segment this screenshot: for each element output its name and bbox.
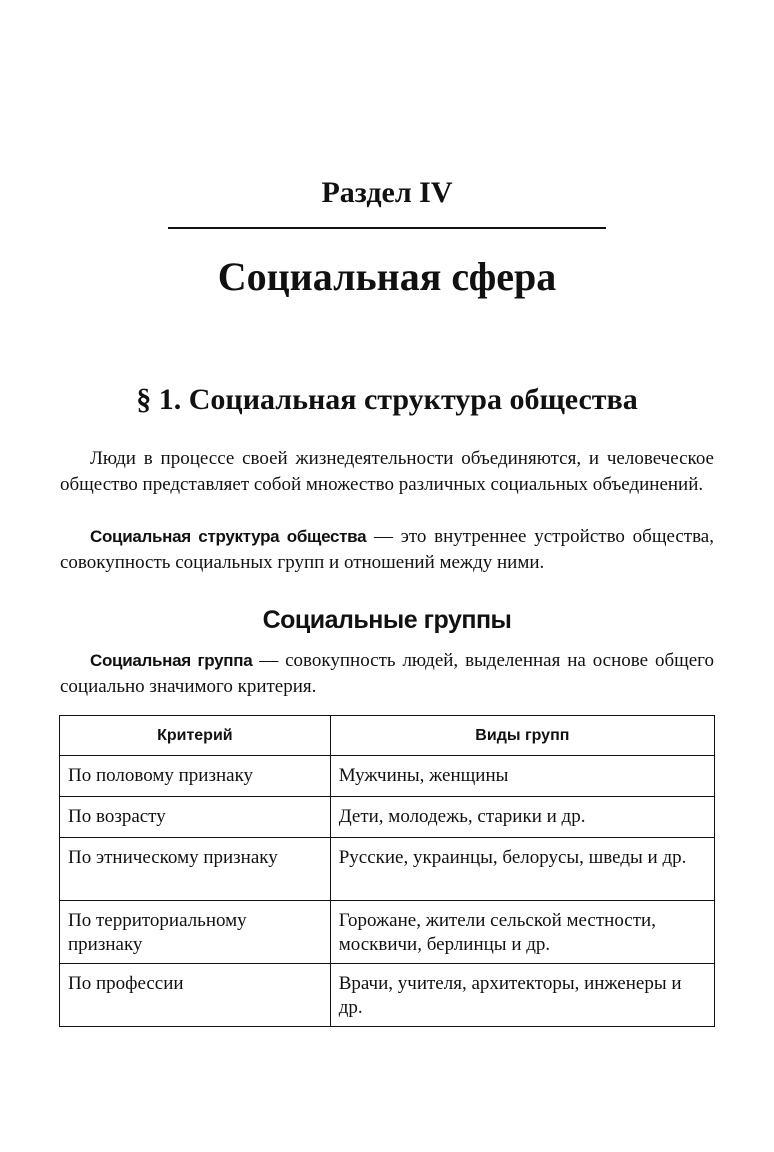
groups-cell: Врачи, учителя, архитекторы, инженеры и др. [330, 964, 714, 1027]
section-label: Раздел IV [321, 176, 453, 209]
groups-cell: Горожане, жители сельской местности, москвичи, берлинцы и др. [330, 901, 714, 964]
groups-cell: Мужчины, женщины [330, 756, 714, 797]
groups-cell: Дети, молодежь, старики и др. [330, 797, 714, 838]
definition-social-structure [60, 524, 714, 576]
definition-term: Социальная структура общества [90, 527, 367, 546]
table-row [60, 756, 715, 797]
definition-text: — это внутреннее устройство общества, совокупность социальных групп и отношений между ними. [60, 526, 714, 573]
header-group-types: Виды групп [330, 716, 714, 756]
criterion-cell: По возрасту [60, 797, 331, 838]
definition-social-group [60, 648, 714, 700]
criterion-cell: По этническому признаку [60, 838, 331, 901]
intro-text: Люди в процессе своей жизнедеятельности объединяются, и человеческое общество представляет собой множество различных социальных объединений. [60, 448, 714, 495]
table-row [60, 901, 715, 964]
criterion-cell: По половому признаку [60, 756, 331, 797]
table-row [60, 964, 715, 1027]
section-title: Социальная сфера [217, 254, 557, 299]
definition-text: — совокупность людей, выделенная на основе общего социально значимого критерия. [60, 650, 714, 697]
social-groups-table [59, 715, 715, 1027]
criterion-cell: По территориальному признаку [60, 901, 331, 964]
groups-cell: Русские, украинцы, белорусы, шведы и др. [330, 838, 714, 901]
definition-term: Социальная группа [90, 651, 253, 670]
table-row [60, 838, 715, 901]
table-row [60, 797, 715, 838]
header-criterion: Критерий [60, 716, 331, 756]
paragraph-heading: § 1. Социальная структура общества [136, 383, 638, 416]
table-header-row [60, 716, 715, 756]
intro-paragraph [60, 446, 714, 498]
subheading: Социальные группы [262, 606, 512, 634]
section-divider [168, 227, 606, 229]
criterion-cell: По профессии [60, 964, 331, 1027]
